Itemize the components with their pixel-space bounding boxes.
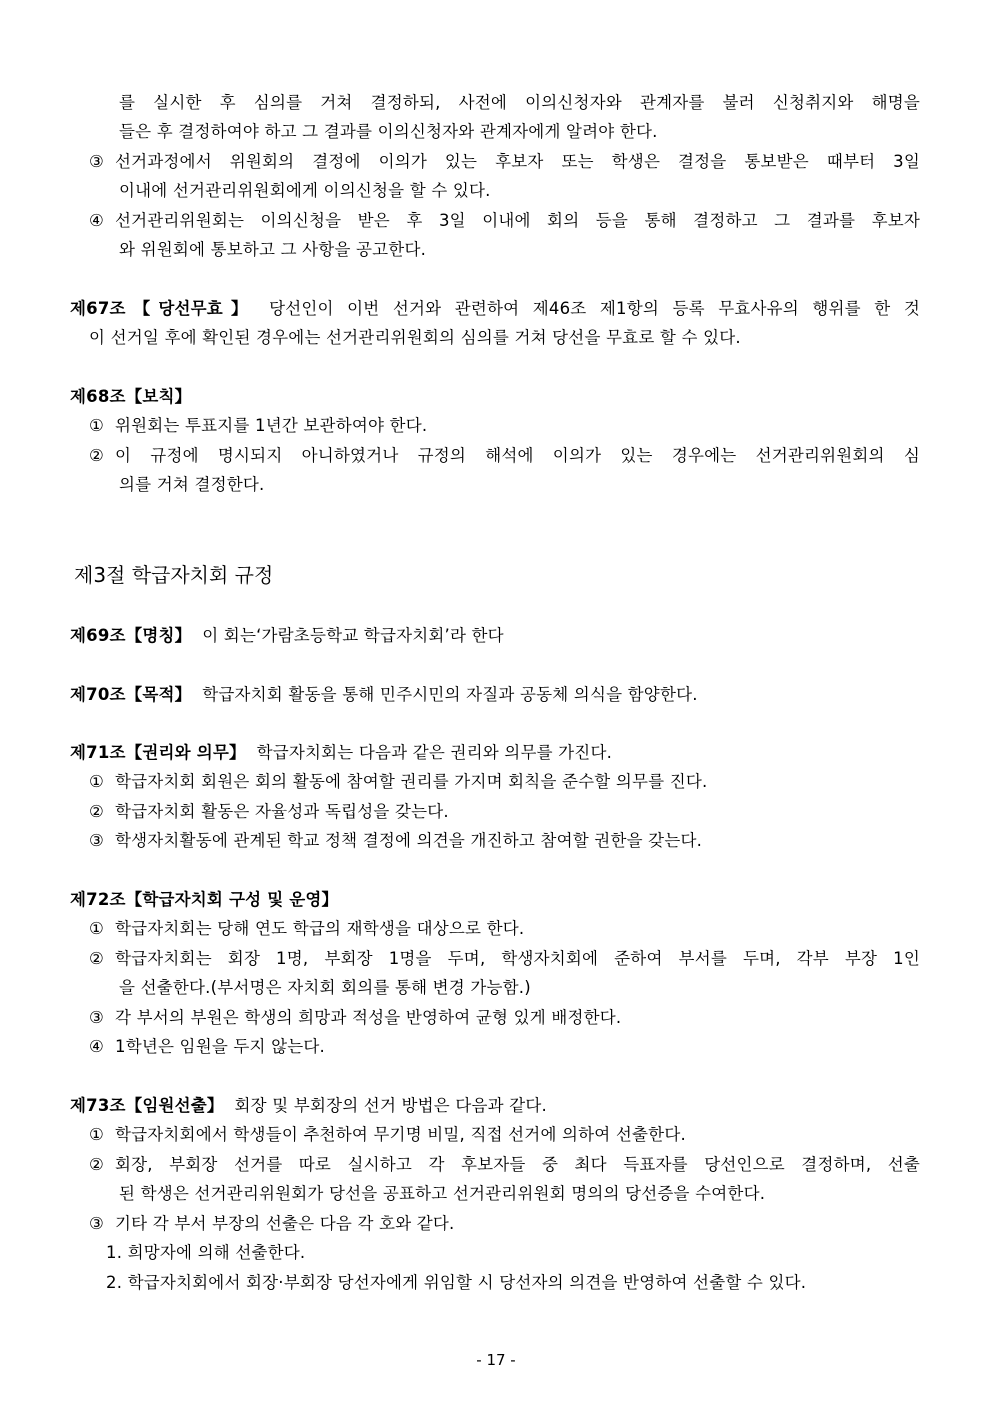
item-marker: ③ <box>89 152 104 171</box>
sub-item: 2. 학급자치회에서 회장·부회장 당선자에게 위임할 시 당선자의 의견을 반영하여 선출할 수 있다. <box>106 1273 807 1292</box>
page-number: - 17 - <box>476 1351 516 1369</box>
article-73: 제73조【임원선출】 회장 및 부회장의 선거 방법은 다음과 같다. <box>70 1096 547 1115</box>
list-item: ④ 선거관리위원회는 이의신청을 받은 후 3일 이내에 회의 등을 통해 결정하고 그 결과를 후보자 <box>89 211 920 230</box>
list-item: ② 학급자치회는 회장 1명, 부회장 1명을 두며, 학생자치회에 준하여 부서를 두며, 각부 부장 1인 <box>89 949 920 968</box>
list-item: ① 위원회는 투표지를 1년간 보관하여야 한다. <box>89 416 428 435</box>
section-title: 제3절 학급자치회 규정 <box>74 563 274 587</box>
list-item-continuation: 된 학생은 선거관리위원회가 당선을 공표하고 선거관리위원회 명의의 당선증을 수여한다. <box>119 1184 766 1203</box>
list-item: ② 이 규정에 명시되지 아니하였거나 규정의 해석에 이의가 있는 경우에는 선거관리위원회의 심 <box>89 446 920 465</box>
list-item-continuation: 와 위원회에 통보하고 그 사항을 공고한다. <box>119 240 427 259</box>
article-heading: 제68조【보칙】 <box>70 387 192 406</box>
sub-item-marker: 2. <box>106 1273 123 1292</box>
paragraph-line: 들은 후 결정하여야 하고 그 결과를 이의신청자와 관계자에게 알려야 한다. <box>119 122 658 141</box>
article-67: 제67조【당선무효】 당선인이 이번 선거와 관련하여 제46조 제1항의 등록 무효사유의 행위를 한 것 <box>70 299 920 318</box>
article-69: 제69조【명칭】 이 회는‘가람초등학교 학급자치회’라 한다 <box>70 626 504 645</box>
item-marker: ① <box>89 1125 104 1144</box>
item-marker: ④ <box>89 211 104 230</box>
list-item: ④ 1학년은 임원을 두지 않는다. <box>89 1037 326 1056</box>
article-heading: 제69조【명칭】 <box>70 626 192 645</box>
paragraph-line: 이 선거일 후에 확인된 경우에는 선거관리위원회의 심의를 거쳐 당선을 무효로 할 수 있다. <box>89 328 741 347</box>
list-item: ① 학급자치회 회원은 회의 활동에 참여할 권리를 가지며 회칙을 준수할 의무를 진다. <box>89 772 708 791</box>
list-item: ③ 각 부서의 부원은 학생의 희망과 적성을 반영하여 균형 있게 배정한다. <box>89 1008 622 1027</box>
list-item: ③ 학생자치활동에 관계된 학교 정책 결정에 의견을 개진하고 참여할 권한을 갖는다. <box>89 831 703 850</box>
item-marker: ① <box>89 772 104 791</box>
article-70: 제70조【목적】 학급자치회 활동을 통해 민주시민의 자질과 공동체 의식을 함양한다. <box>70 685 698 704</box>
paragraph-line: 를 실시한 후 심의를 거쳐 결정하되, 사전에 이의신청자와 관계자를 불러 신청취지와 해명을 <box>119 93 920 112</box>
sub-item: 1. 희망자에 의해 선출한다. <box>106 1243 306 1262</box>
list-item: ① 학급자치회는 당해 연도 학급의 재학생을 대상으로 한다. <box>89 919 525 938</box>
item-marker: ② <box>89 446 104 465</box>
article-heading: 제70조【목적】 <box>70 685 192 704</box>
list-item: ② 학급자치회 활동은 자율성과 독립성을 갖는다. <box>89 802 449 821</box>
list-item-continuation: 의를 거쳐 결정한다. <box>119 475 265 494</box>
sub-item-marker: 1. <box>106 1243 123 1262</box>
item-marker: ① <box>89 416 104 435</box>
article-heading: 제73조【임원선출】 <box>70 1096 224 1115</box>
item-marker: ② <box>89 802 104 821</box>
article-heading: 제72조【학급자치회 구성 및 운영】 <box>70 890 339 909</box>
list-item: ① 학급자치회에서 학생들이 추천하여 무기명 비밀, 직접 선거에 의하여 선출한다. <box>89 1125 686 1144</box>
list-item: ③ 선거과정에서 위원회의 결정에 이의가 있는 후보자 또는 학생은 결정을 통보받은 때부터 3일 <box>89 152 920 171</box>
list-item-continuation: 이내에 선거관리위원회에게 이의신청을 할 수 있다. <box>119 181 491 200</box>
list-item: ③ 기타 각 부서 부장의 선출은 다음 각 호와 같다. <box>89 1214 455 1233</box>
list-item: ② 회장, 부회장 선거를 따로 실시하고 각 후보자들 중 최다 득표자를 당선인으로 결정하며, 선출 <box>89 1155 920 1174</box>
item-marker: ② <box>89 1155 104 1174</box>
article-heading: 제71조【권리와 의무】 <box>70 743 246 762</box>
item-marker: ② <box>89 949 104 968</box>
article-71: 제71조【권리와 의무】 학급자치회는 다음과 같은 권리와 의무를 가진다. <box>70 743 613 762</box>
article-heading: 제67조【당선무효】 <box>70 299 256 318</box>
list-item-continuation: 을 선출한다.(부서명은 자치회 회의를 통해 변경 가능함.) <box>119 978 531 997</box>
item-marker: ③ <box>89 1008 104 1027</box>
item-marker: ③ <box>89 1214 104 1233</box>
item-marker: ③ <box>89 831 104 850</box>
item-marker: ① <box>89 919 104 938</box>
item-marker: ④ <box>89 1037 104 1056</box>
